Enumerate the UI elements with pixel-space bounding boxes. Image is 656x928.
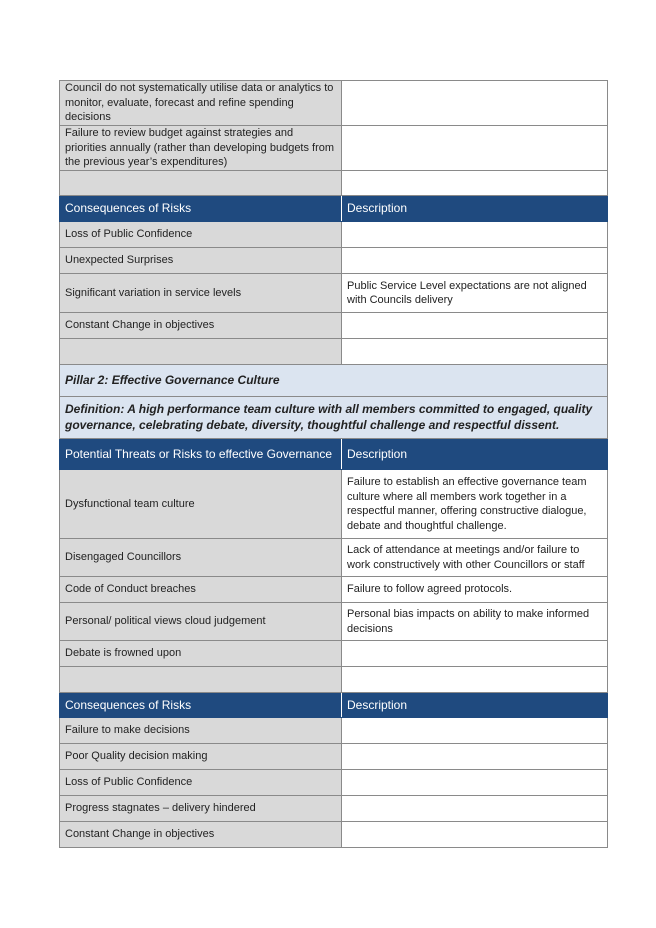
risk-cell: Personal/ political views cloud judgement xyxy=(60,603,342,641)
description-cell: Lack of attendance at meetings and/or failure to work constructively with other Councillors or staff xyxy=(342,539,608,577)
table-row xyxy=(60,539,608,577)
description-cell xyxy=(342,718,608,744)
risk-cell: Failure to make decisions xyxy=(60,718,342,744)
table-row xyxy=(60,126,608,171)
risk-cell: Loss of Public Confidence xyxy=(60,222,342,248)
description-cell xyxy=(342,81,608,126)
description-cell: Personal bias impacts on ability to make informed decisions xyxy=(342,603,608,641)
header-description: Description xyxy=(342,439,608,470)
header-consequences: Consequences of Risks xyxy=(60,693,342,718)
table-row xyxy=(60,81,608,126)
table-row xyxy=(60,313,608,339)
description-cell xyxy=(342,744,608,770)
table-row xyxy=(60,796,608,822)
description-cell xyxy=(342,796,608,822)
table-row xyxy=(60,822,608,848)
risk-cell: Debate is frowned upon xyxy=(60,641,342,667)
risk-cell: Poor Quality decision making xyxy=(60,744,342,770)
consequences-header-row xyxy=(60,196,608,222)
description-cell xyxy=(342,248,608,274)
table-row xyxy=(60,470,608,539)
header-description: Description xyxy=(342,693,608,718)
table-row xyxy=(60,641,608,667)
risk-cell: Council do not systematically utilise data or analytics to monitor, evaluate, forecast and refine spending decisions xyxy=(60,81,342,126)
table-row xyxy=(60,577,608,603)
risk-cell: Constant Change in objectives xyxy=(60,822,342,848)
risk-cell: Loss of Public Confidence xyxy=(60,770,342,796)
empty-row xyxy=(60,667,608,693)
pillar-definition-row xyxy=(60,397,608,439)
table-row xyxy=(60,744,608,770)
pillar-title: Pillar 2: Effective Governance Culture xyxy=(60,365,608,397)
risk-cell: Significant variation in service levels xyxy=(60,274,342,313)
table-row xyxy=(60,770,608,796)
pillar-title-row xyxy=(60,365,608,397)
description-cell: Public Service Level expectations are not aligned with Councils delivery xyxy=(342,274,608,313)
description-cell: Failure to establish an effective governance team culture where all members work together in a respectful manner, offering constructive dialogue, debate and thoughtful challenge. xyxy=(342,470,608,539)
risk-cell: Progress stagnates – delivery hindered xyxy=(60,796,342,822)
risk-cell: Constant Change in objectives xyxy=(60,313,342,339)
table-row xyxy=(60,274,608,313)
description-cell xyxy=(342,126,608,171)
empty-row xyxy=(60,339,608,365)
header-description: Description xyxy=(342,196,608,222)
risk-cell: Disengaged Councillors xyxy=(60,539,342,577)
empty-row xyxy=(60,171,608,196)
risk-register-table xyxy=(59,80,608,848)
description-cell: Failure to follow agreed protocols. xyxy=(342,577,608,603)
table-row xyxy=(60,718,608,744)
header-consequences: Consequences of Risks xyxy=(60,196,342,222)
header-threats: Potential Threats or Risks to effective Governance xyxy=(60,439,342,470)
description-cell xyxy=(342,770,608,796)
table-row xyxy=(60,222,608,248)
risk-cell: Unexpected Surprises xyxy=(60,248,342,274)
consequences-header-row xyxy=(60,693,608,718)
description-cell xyxy=(342,822,608,848)
threats-header-row xyxy=(60,439,608,470)
risk-cell: Dysfunctional team culture xyxy=(60,470,342,539)
table-row xyxy=(60,248,608,274)
description-cell xyxy=(342,313,608,339)
description-cell xyxy=(342,222,608,248)
table-row xyxy=(60,603,608,641)
risk-cell: Failure to review budget against strategies and priorities annually (rather than developing budgets from the previous year’s expenditures) xyxy=(60,126,342,171)
pillar-definition: Definition: A high performance team culture with all members committed to engaged, quality governance, celebrating debate, diversity, thoughtful challenge and respectful dissent. xyxy=(60,397,608,439)
risk-cell: Code of Conduct breaches xyxy=(60,577,342,603)
description-cell xyxy=(342,641,608,667)
